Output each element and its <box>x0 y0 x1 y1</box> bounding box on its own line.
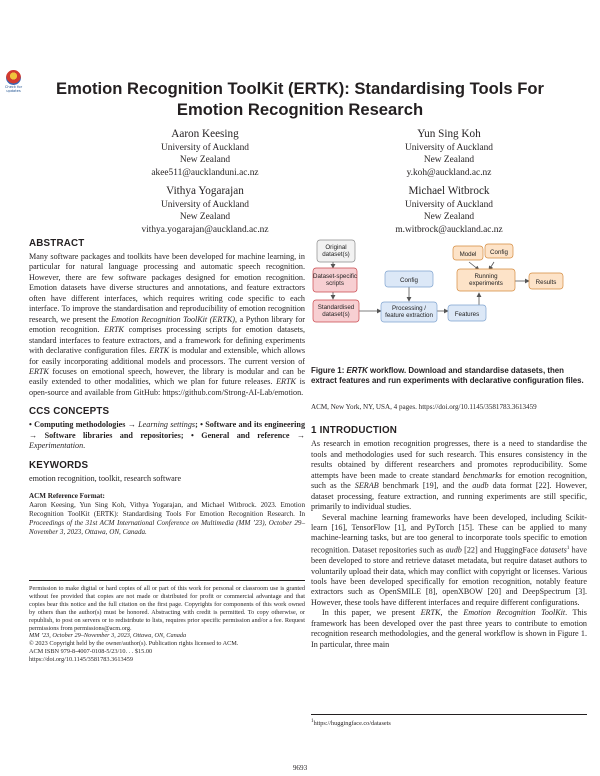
badge-label: Check for updates <box>4 85 23 93</box>
intro-paragraph: As research in emotion recognition progresses, there is a need to standardise the tools and methodologies used for such research. This ensures consistency in the results obtained by different researchers and promotes reproducibility. Some attempts have been made to create standard benchmarks for emotion recognition, such as the SERAB benchmark [19], and the audb data format [22]. However, dataset processing, feature extraction, and running experiments are still specific, primarily to individual studies. <box>311 439 587 512</box>
acm-reference-continuation: ACM, New York, NY, USA, 4 pages. https://doi.org/10.1145/3581783.3613459 <box>311 403 537 412</box>
introduction-heading: 1 INTRODUCTION <box>311 425 398 437</box>
box-label: Config <box>400 277 418 284</box>
author-country: New Zealand <box>423 155 475 166</box>
acm-reference-heading: ACM Reference Format: <box>29 492 105 501</box>
box-label: Model <box>459 251 477 258</box>
box-label: Features <box>454 311 480 318</box>
box-label: Results <box>535 279 557 286</box>
ccs-concepts: • Computing methodologies → Learning settings; • Software and its engineering → Software libraries and repositories; • General and reference → Experimentation. <box>29 420 306 451</box>
right-column <box>311 235 587 650</box>
author-email[interactable]: y.koh@auckland.ac.nz <box>406 167 492 178</box>
author-country: New Zealand <box>179 155 231 166</box>
author-affiliation: University of Auckland <box>160 143 249 153</box>
footnote: $^1$https://huggingface.co/datasets <box>311 714 587 728</box>
doi-link[interactable]: https://doi.org/10.1145/3581783.3613459 <box>29 656 133 664</box>
intro-paragraph: In this paper, we present ERTK, the Emotion Recognition ToolKit. This framework has been developed over the past three years to contribute to emotion recognition research methodologies, and the general workflow is shown in Figure 1. In particular, three main <box>311 608 587 649</box>
permission-notice <box>29 580 305 664</box>
check-for-updates-badge[interactable] <box>3 70 24 93</box>
box-label: Config <box>490 249 508 256</box>
copyright-line: © 2023 Copyright held by the owner/author(s). Publication rights licensed to ACM. <box>29 640 239 648</box>
box-label: Original dataset(s) <box>322 244 350 258</box>
figure-caption: Figure 1: ERTK workflow. Download and standardise datasets, then extract features and run experiments with declarative configuration files. <box>311 366 584 386</box>
author-affiliation: University of Auckland <box>404 143 493 153</box>
author-name: Michael Witbrock <box>408 185 490 197</box>
author-country: New Zealand <box>423 212 475 223</box>
abstract-text: Many software packages and toolkits have been developed for machine learning, in particular for natural language processing and automatic speech recognition. However, there are few software packages designed for emotion recognition. Emotion datasets have diverse structures and annotations, and feature extractors often have different interfaces, which requires writing code specific to each interface. To improve the standardisation and reproducibility of emotion recognition research, we present the Emotion Recognition ToolKit (ERTK), a Python library for emotion recognition. ERTK comprises processing scripts for emotion datasets, standard interfaces to feature extractors, and a framework for defining experiments with declarative configuration files. ERTK is modular and extensible, which allows for easily incorporating additional models and processors. The current version of ERTK focuses on emotional speech, however, the library is modular and can be easily extended to other modalities, which we plan for future releases. ERTK is open-source and available from GitHub: https://github.com/Strong-AI-Lab/emotion. <box>29 252 306 397</box>
author-block <box>95 127 315 179</box>
abstract-heading: ABSTRACT <box>29 238 85 249</box>
isbn-line: ACM ISBN 979-8-4007-0108-5/23/10. . . $15.00 <box>29 648 153 656</box>
intro-paragraph: Several machine learning frameworks have been developed, including Scikit-learn [16], TensorFlow [1], and PyTorch [15]. These can be applied to many machine-learning tasks, but are too general to incorporate tools specific to emotion recognition. Dataset repositories such as audb [22] and HuggingFace datasets$^1$ have been developed to store and retrieve dataset metadata, but require dataset authors to voluntarily upload their data, which may conflict with copyright or licenses. Various tools have been developed specifically for emotion recognition, notably feature extractors such as OpenSMILE [8], openXBOW [20] and DeepSpectrum [3]. However, these tools have different interfaces and require different configurations. <box>311 512 587 607</box>
permission-text: Permission to make digital or hard copies of all or part of this work for personal or classroom use is granted without fee provided that copies are not made or distributed for profit or commercial advantage and that copies bear this notice and the full citation on the first page. Copyrights for components of this work owned by others than the author(s) must be honored. Abstracting with credit is permitted. To copy otherwise, or republish, to post on servers or to redistribute to lists, requires prior specific permission and/or a fee. Request permissions from permissions@acm.org. <box>29 585 305 632</box>
author-email[interactable]: vithya.yogarajan@auckland.ac.nz <box>141 224 269 235</box>
author-affiliation: University of Auckland <box>404 200 493 210</box>
author-name: Yun Sing Koh <box>417 128 481 140</box>
box-label: Processing / feature extraction <box>385 305 433 319</box>
page-number: 9693 <box>292 764 308 772</box>
author-block <box>339 127 559 179</box>
ccs-heading: CCS CONCEPTS <box>29 406 110 418</box>
left-column <box>29 238 305 537</box>
author-email[interactable]: m.witbrock@auckland.ac.nz <box>395 224 503 235</box>
box-label: Dataset-specific scripts <box>312 273 358 287</box>
workflow-figure <box>311 235 587 363</box>
acm-reference-text: Aaron Keesing, Yun Sing Koh, Vithya Yogarajan, and Michael Witbrock. 2023. Emotion Recognition ToolKit (ERTK): Standardising Tools For Emotion Recognition Research. In Proceedings of the 31st ACM International Conference on Multimedia (MM ’23), October 29–November 3, 2023, Ottawa, ON, Canada. <box>29 501 305 537</box>
author-block <box>339 184 559 236</box>
keywords-text: emotion recognition, toolkit, research software <box>29 473 182 483</box>
author-name: Aaron Keesing <box>171 128 239 140</box>
author-affiliation: University of Auckland <box>160 200 249 210</box>
box-label: Running experiments <box>469 273 503 287</box>
crossmark-icon <box>6 70 21 85</box>
author-email[interactable]: akee511@aucklanduni.ac.nz <box>151 167 259 178</box>
box-label: Standardised dataset(s) <box>317 304 355 318</box>
workflow-diagram <box>311 235 587 363</box>
conference-line: MM ’23, October 29–November 3, 2023, Ottawa, ON, Canada <box>29 632 187 640</box>
author-block <box>95 184 315 236</box>
author-name: Vithya Yogarajan <box>166 185 244 197</box>
author-country: New Zealand <box>179 212 231 223</box>
keywords-heading: KEYWORDS <box>29 459 89 471</box>
paper-title: Emotion Recognition ToolKit (ERTK): Standardising Tools For Emotion Recognition Research <box>56 79 544 119</box>
